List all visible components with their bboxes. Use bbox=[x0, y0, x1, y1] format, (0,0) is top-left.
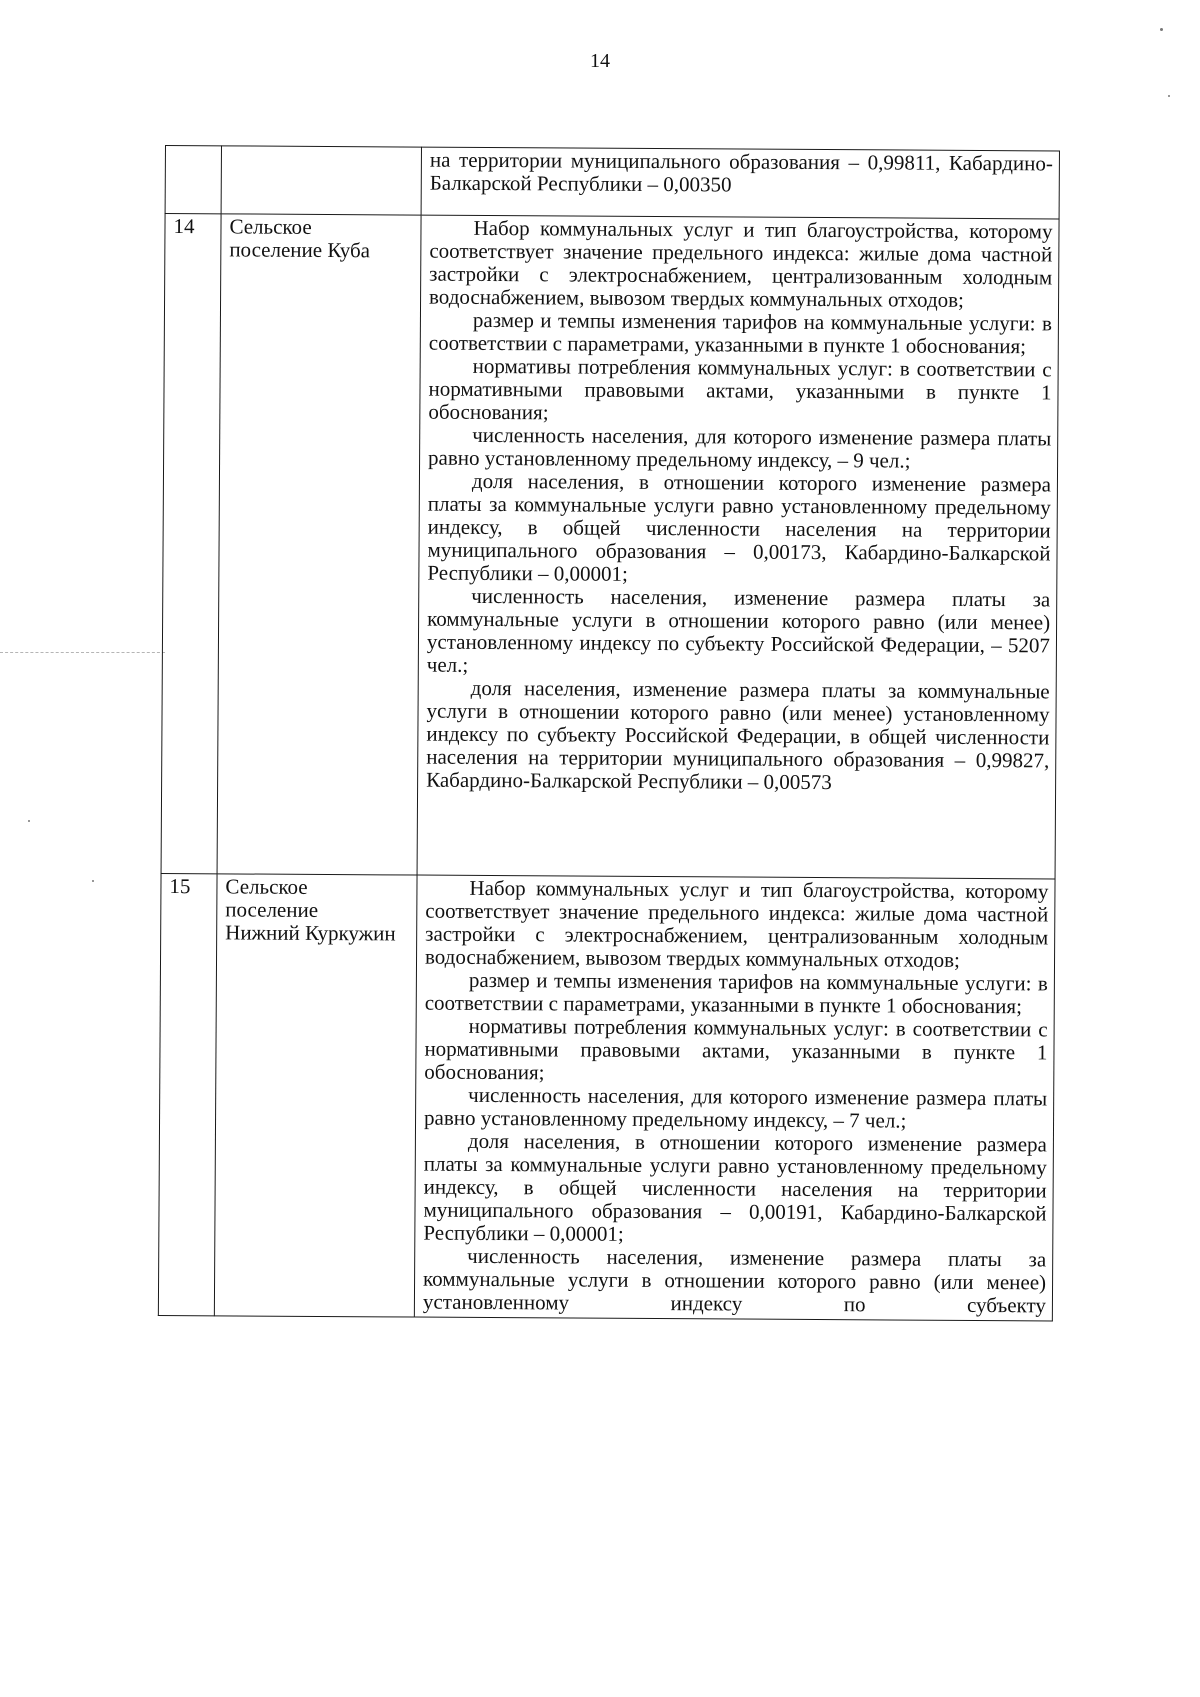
row-number bbox=[165, 146, 221, 214]
table-row bbox=[165, 146, 1059, 219]
settlement-name bbox=[221, 146, 421, 215]
justification-cell bbox=[421, 147, 1059, 219]
row-number: 14 bbox=[161, 214, 221, 874]
justification-paragraph: численность населения, для которого изменение размера платы равно установленному предельному индексу, – 7 чел.; bbox=[423, 1082, 1048, 1133]
scan-artifact-dot bbox=[92, 880, 94, 882]
justification-paragraph: доля населения, в отношении которого изменение размера платы за коммунальные услуги равно установленному предельному индексу, в общей численности населения на территории муниципального образования – 0,00173, Кабардино-Балкарской Республики – 0,00001; bbox=[427, 468, 1052, 586]
scan-artifact-line bbox=[0, 652, 165, 653]
table-row bbox=[161, 214, 1059, 879]
justification-paragraph: Набор коммунальных услуг и тип благоустройства, которому соответствует значение предельного индекса: жилые дома частной застройки с электроснабжением, централизованным холодным водоснабжением, вывозом твердых коммунальных отходов; bbox=[429, 215, 1053, 312]
justification-paragraph: Набор коммунальных услуг и тип благоустройства, которому соответствует значение предельного индекса: жилые дома частной застройки с электроснабжением, централизованным холодным водоснабжением, вывозом твердых коммунальных отходов; bbox=[424, 875, 1049, 972]
settlement-name: Сельское поселение Куба bbox=[217, 214, 421, 875]
scan-artifact-dot bbox=[1168, 95, 1170, 97]
justification-paragraph: размер и темпы изменения тарифов на коммунальные услуги: в соответствии с параметрами, указанными в пункте 1 обоснования; bbox=[428, 307, 1052, 359]
page-number: 14 bbox=[590, 50, 610, 72]
justification-paragraph: нормативы потребления коммунальных услуг: в соответствии с нормативными правовыми актами, указанными в пункте 1 обоснования; bbox=[428, 353, 1052, 425]
justification-paragraph: доля населения, в отношении которого изменение размера платы за коммунальные услуги равно установленному предельному индексу, в общей численности населения на территории муниципального образования – 0,00191, Кабардино-Балкарской Республики – 0,00001; bbox=[423, 1128, 1047, 1246]
scan-artifact-dot bbox=[1160, 28, 1163, 31]
table-row bbox=[158, 873, 1055, 1320]
row-number: 15 bbox=[158, 873, 217, 1315]
justification-paragraph: размер и темпы изменения тарифов на коммунальные услуги: в соответствии с параметрами, указанными в пункте 1 обоснования; bbox=[424, 967, 1048, 1019]
scan-artifact-dot bbox=[28, 820, 30, 822]
justification-paragraph: на территории муниципального образования – 0,99811, Кабардино-Балкарской Республики – 0,00350 bbox=[429, 147, 1053, 197]
document-sheet bbox=[158, 145, 1060, 1321]
justification-paragraph: численность населения, изменение размера платы за коммунальные услуги в отношении которого равно (или менее) установленному индексу по субъекту bbox=[422, 1243, 1047, 1318]
tariff-justification-table bbox=[158, 145, 1060, 1321]
justification-paragraph: доля населения, изменение размера платы за коммунальные услуги в отношении которого равно (или менее) установленному индексу по субъекту Российской Федерации, в общей численности населения на территории муниципального образования – 0,99827, Кабардино-Балкарской Республики – 0,00573 bbox=[426, 675, 1050, 795]
justification-paragraph: нормативы потребления коммунальных услуг: в соответствии с нормативными правовыми актами, указанными в пункте 1 обоснования; bbox=[424, 1013, 1048, 1085]
justification-cell bbox=[417, 215, 1059, 879]
justification-paragraph: численность населения, для которого изменение размера платы равно установленному предельному индексу, – 9 чел.; bbox=[428, 422, 1052, 473]
justification-paragraph: численность населения, изменение размера платы за коммунальные услуги в отношении которого равно (или менее) установленному индексу по субъекту Российской Федерации, – 5207 чел.; bbox=[426, 583, 1051, 677]
settlement-name: Сельское поселение Нижний Куркужин bbox=[214, 874, 417, 1317]
justification-cell bbox=[414, 875, 1055, 1321]
table-body bbox=[158, 146, 1059, 1321]
